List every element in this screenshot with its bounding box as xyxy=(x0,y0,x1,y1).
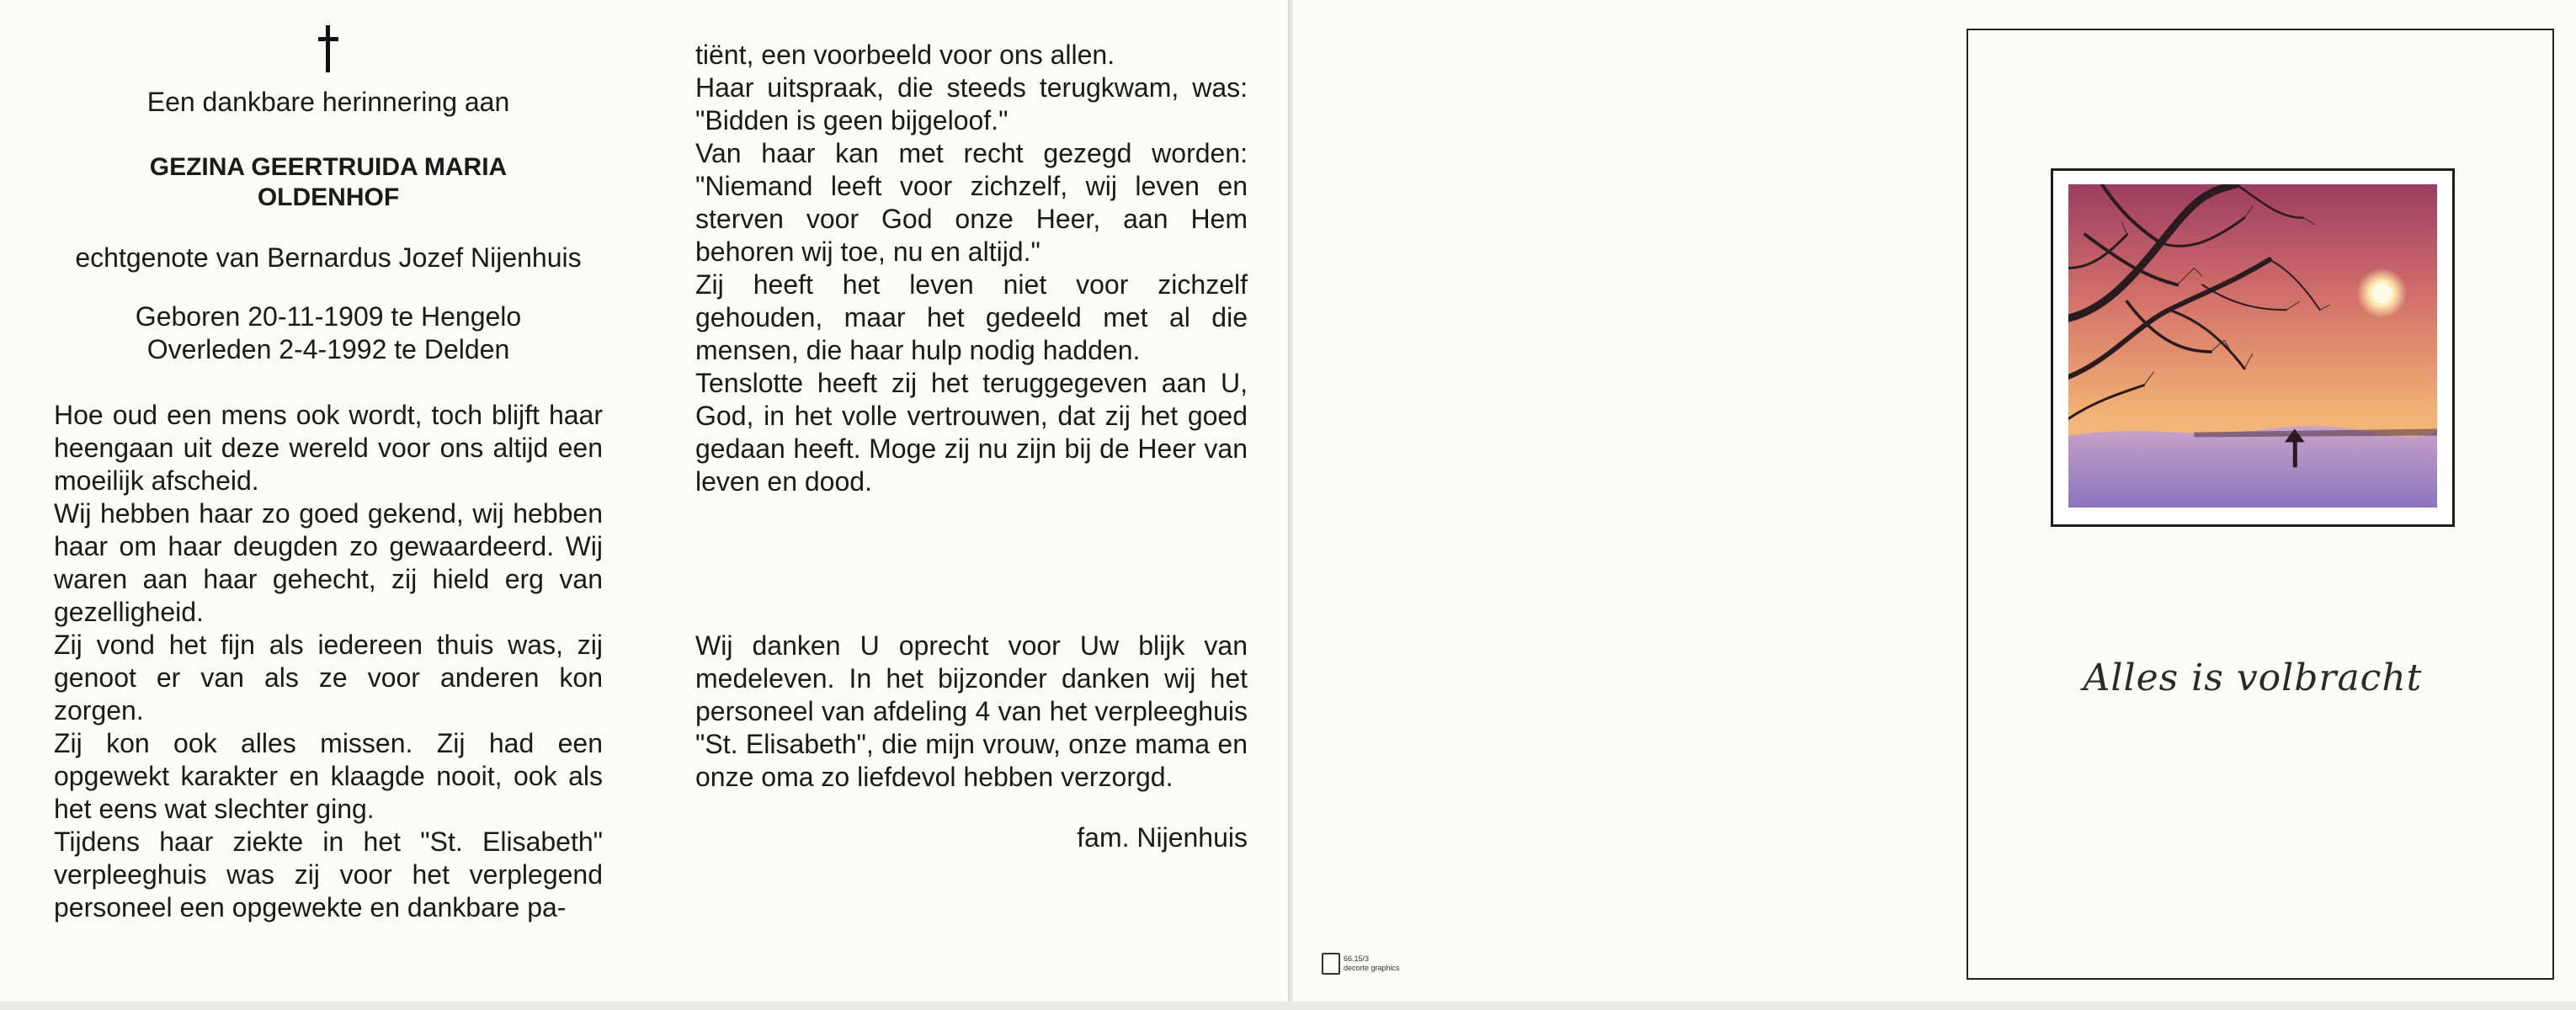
deceased-name-line-2: OLDENHOF xyxy=(257,183,400,211)
left-column xyxy=(54,25,603,924)
right-column xyxy=(695,39,1248,854)
cover-motto: Alles is volbracht xyxy=(2083,656,2423,699)
paragraph: Zij heeft het leven niet voor zichzelf gehouden, maar het gedeeld met al die mensen, die haar hulp nodig hadden. xyxy=(695,269,1248,365)
family-signature: fam. Nijenhuis xyxy=(1077,822,1248,853)
life-dates xyxy=(54,300,603,366)
birth-date: Geboren 20-11-1909 te Hengelo xyxy=(135,301,522,332)
memorial-text-part-1 xyxy=(54,399,603,924)
spouse-line: echtgenote van Bernardus Jozef Nijenhuis xyxy=(75,242,582,273)
printer-name: decorte graphics xyxy=(1344,964,1400,972)
photo-frame xyxy=(2051,168,2455,527)
paragraph: tiënt, een voorbeeld voor ons allen. xyxy=(695,40,1115,70)
paragraph: Tijdens haar ziekte in het "St. Elisabeth" verpleeghuis was zij voor het verplegend personeel een opgewekte en dankbare pa- xyxy=(54,827,603,922)
inner-page xyxy=(0,0,1290,1002)
thanks-text: Wij danken U oprecht voor Uw blijk van medeleven. In het bijzonder danken wij het personeel van afdeling 4 van het verpleeghuis "St. Elisabeth", die mijn vrouw, onze mama en onze oma zo liefdevol hebben verzorgd. xyxy=(695,630,1248,792)
memorial-text-part-2 xyxy=(695,39,1248,498)
paragraph: Haar uitspraak, die steeds terugkwam, was: "Bidden is geen bijgeloof." xyxy=(695,72,1248,136)
paragraph: Van haar kan met recht gezegd worden: "Niemand leeft voor zichzelf, wij leven en sterven voor God onze Heer, aan Hem behoren wij toe, nu en altijd." xyxy=(695,138,1248,267)
paragraph: Tenslotte heeft zij het teruggegeven aan U, God, in het volle vertrouwen, dat zij het goed gedaan heeft. Moge zij nu zijn bij de Heer van leven en dood. xyxy=(695,368,1248,497)
deceased-name-line-1: GEZINA GEERTRUIDA MARIA xyxy=(149,153,508,181)
printer-info xyxy=(1344,954,1400,973)
printer-mark xyxy=(1322,953,1400,975)
paragraph: Zij kon ook alles missen. Zij had een opgewekt karakter en klaagde nooit, ook als het eens wat slechter ging. xyxy=(54,728,603,824)
paragraph: Hoe oud een mens ook wordt, toch blijft haar heengaan uit deze wereld voor ons altijd een moeilijk afscheid. xyxy=(54,400,603,496)
cross-icon xyxy=(316,25,341,72)
heading: Een dankbare herinnering aan xyxy=(146,87,510,117)
death-date: Overleden 2-4-1992 te Delden xyxy=(146,334,510,364)
deceased-name xyxy=(54,152,603,213)
printer-code: 66.15/3 xyxy=(1344,954,1370,963)
printer-logo-icon xyxy=(1322,953,1340,975)
paragraph: Zij vond het fijn als iedereen thuis was, zij genoot er van als ze voor anderen kon zorgen. xyxy=(54,630,603,726)
winter-sunset-photo xyxy=(2068,184,2437,508)
paragraph: Wij hebben haar zo goed gekend, wij hebben haar om haar deugden zo gewaardeerd. Wij waren aan haar gehecht, zij hield erg van gezelligheid. xyxy=(54,498,603,627)
